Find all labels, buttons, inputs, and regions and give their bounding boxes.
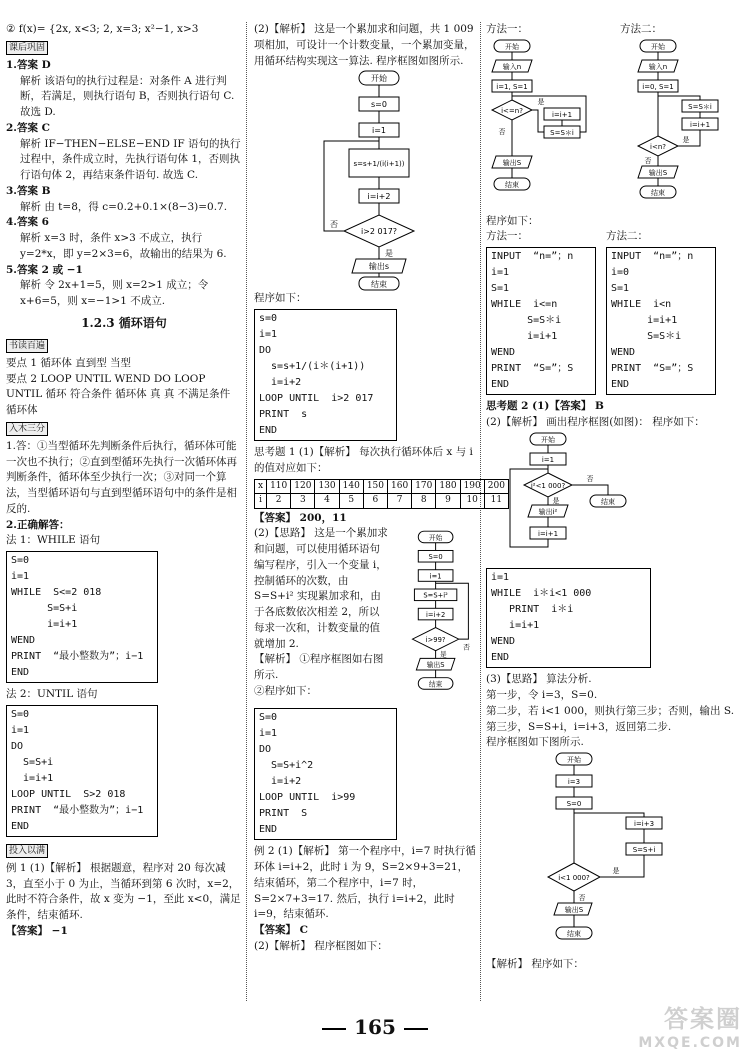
code-line: DO <box>11 740 24 752</box>
code-line: i=1 <box>259 728 278 740</box>
program-label: 程序如下： <box>254 292 307 305</box>
fc-node: i=i+1 <box>537 529 559 538</box>
code-line: S=S+i^2 <box>259 760 314 772</box>
code-line: PRINT “S=”；S <box>491 363 574 374</box>
fc-no: 否 <box>498 127 506 136</box>
code-line: INPUT “n=”；n <box>491 251 574 262</box>
fc-node: S=S＊i <box>550 128 574 137</box>
table-cell: 5 <box>339 494 363 509</box>
example-2-answer: 【答案】 C <box>254 924 309 936</box>
fc-output: 输出S <box>426 661 445 670</box>
code-line: PRINT S <box>259 808 308 820</box>
section-tag: 书读百遍 <box>6 339 48 353</box>
example-1: 例 1 (1)【解析】 根据题意，程序对 20 每次减 3，直至小于 0 为止，当循环到第 6 次时，x=2，此时不符合条件，故 x 变为 −1，至此 x<0，满足条件，结束循环. <box>6 861 241 921</box>
flowchart-2 <box>399 526 476 706</box>
fc-start: 开始 <box>428 534 443 543</box>
table-row <box>255 494 509 509</box>
table-cell: 190 <box>460 479 484 494</box>
answer-3: 3.答案 B <box>6 184 51 197</box>
code-line: S=S+i <box>11 756 54 768</box>
fc-no: 否 <box>330 220 338 230</box>
fc-yes: 是 <box>439 650 447 659</box>
fc-node: i=1 <box>429 572 442 581</box>
fc-yes: 是 <box>612 867 620 875</box>
step-2: 第二步，若 i<1 000，则执行第三步；否则，输出 S. <box>486 704 735 717</box>
fc-output: 输出S <box>648 168 668 177</box>
code-line: PRINT s <box>259 409 308 420</box>
explanation-2: 解析 IF−THEN−ELSE−END IF 语句的执行过程中，条件成立时，先执行语句体 1，否则执行语句体 2，再结束条件语句. 故选 C. <box>20 137 241 181</box>
code-line: END <box>491 652 510 664</box>
code-line: S=S＊i <box>611 331 682 342</box>
code-line: s=s+1/(i＊(i+1)) <box>259 361 366 372</box>
code-line: PRINT “最小整数为”；i−1 <box>11 804 144 816</box>
table-cell: 4 <box>315 494 339 509</box>
fc-node: s=s+1/(i(i+1)) <box>353 160 405 169</box>
code-line: i=i+1 <box>491 620 540 632</box>
table-cell: x <box>255 479 267 494</box>
fc-node: i=i+2 <box>425 611 446 620</box>
example-2: 例 2 (1)【解析】 第一个程序中，i=7 时执行循环体 i=i+2，此时 i 为 9，S=2×9+3=21，结束循环，第二个程序中，i=7 时，S=2×7+3=17. 然后，执行 i=i+2，此时 i=9，结束循环. <box>254 845 476 921</box>
code-line: WHILE i<n <box>611 299 672 310</box>
code-block <box>486 568 651 668</box>
table-cell: 2 <box>267 494 291 509</box>
fc-start: 开始 <box>541 435 555 444</box>
table-cell: 170 <box>412 479 436 494</box>
method-2-label: 方法二： <box>620 23 662 35</box>
code-line: PRINT “最小整数为”；i−1 <box>11 651 144 662</box>
example-1-answer: 【答案】 −1 <box>6 924 68 937</box>
paragraph: (2)【解析】 这是一个累加求和问题，共 1 009 项相加，可设计一个计数变量，一个累加变量，用循环结构实现这一算法. 程序框图如图所示. <box>254 23 475 67</box>
table-cell: 110 <box>267 479 291 494</box>
fc-yes: 是 <box>552 496 560 505</box>
code-line: S=1 <box>491 283 510 294</box>
code-line: S=0 <box>11 708 30 720</box>
table-cell: 6 <box>363 494 387 509</box>
fc-end: 结束 <box>505 180 519 189</box>
flowchart-b <box>620 38 740 208</box>
fc-output: 输出i² <box>538 507 558 516</box>
code-line: i=i+1 <box>11 619 78 630</box>
think-2: 思考题 2 (1)【答案】 B <box>486 400 604 412</box>
fc-decision: i>99? <box>425 636 446 645</box>
answer-4: 4.答案 6 <box>6 216 49 229</box>
method-1-label: 方法一： <box>486 230 528 243</box>
table-cell: i <box>255 494 267 509</box>
think-2: (2)【思路】 这是一个累加求和问题，可以使用循环语句编写程序，引入一个变量 i，控制循环的次数，由 S=S+i² 实现累加求和，由于各底数依次相差 2，所以每求一次和，计数变量的值就增加 2. <box>254 527 388 650</box>
code-line: END <box>11 667 30 678</box>
fc-no: 否 <box>578 894 586 902</box>
program-label: 程序如下： <box>486 214 539 227</box>
code-line: s=0 <box>259 313 278 324</box>
column-right <box>486 22 744 973</box>
section-tag: 入木三分 <box>6 422 48 436</box>
table-row <box>255 479 509 494</box>
think-2-solution-2: ②程序如下： <box>254 684 317 697</box>
fc-node: S=0 <box>566 800 582 808</box>
column-left <box>6 22 242 940</box>
code-line: END <box>611 379 630 390</box>
fc-end: 结束 <box>651 188 665 197</box>
question-2: 2.正确解答： <box>6 518 70 531</box>
code-block <box>254 309 397 441</box>
code-line: DO <box>259 345 272 356</box>
code-line: WEND <box>11 635 36 646</box>
code-line: DO <box>259 744 272 756</box>
watermark-url: MXQE.COM <box>638 1035 742 1051</box>
section-tag: 投入以满 <box>6 844 48 858</box>
step-3: 第三步，S=S+i，i=i+3，返回第二步. <box>486 720 672 733</box>
flowchart-c <box>500 431 640 561</box>
code-line: END <box>259 824 278 836</box>
page-number: 165 <box>354 1015 396 1039</box>
flowchart-1 <box>314 69 514 291</box>
fc-start: 开始 <box>651 42 665 51</box>
fc-yes: 是 <box>385 249 393 259</box>
code-block <box>6 551 158 683</box>
table-cell: 200 <box>484 479 508 494</box>
code-line: WHILE i<=n <box>491 299 558 310</box>
code-line: i=1 <box>11 571 30 582</box>
code-line: WEND <box>611 347 636 358</box>
code-line: END <box>11 820 30 832</box>
fc-input: 输入n <box>648 62 668 71</box>
fc-decision: i<1 000? <box>558 874 590 882</box>
example-2b: (2)【解析】 程序框图如下： <box>254 939 388 952</box>
fc-end: 结束 <box>371 280 387 290</box>
fc-node: S=S+i <box>632 846 656 854</box>
think-1-answer: 【答案】 200，11 <box>254 511 347 524</box>
solution-last: 【解析】 程序如下： <box>486 957 584 970</box>
flowchart-d <box>516 751 696 951</box>
code-line: S=0 <box>11 555 30 566</box>
section-tag: 课后巩固 <box>6 41 48 55</box>
code-line: WEND <box>491 636 516 648</box>
step-4: 程序框图如下图所示. <box>486 736 584 749</box>
fc-node: s=0 <box>371 100 387 110</box>
question-1: 1.答：①当型循环先判断条件后执行，循环体可能一次也不执行；②直到型循环先执行一次循环体再判断条件，循环体至少执行一次；③对同一个算法，当型循环语句与直到型循环语句中的条件是相反的. <box>6 439 237 515</box>
code-line: END <box>491 379 510 390</box>
fc-node: i=3 <box>567 778 581 786</box>
explanation-1: 解析 该语句的执行过程是：对条件 A 进行判断，若满足，则执行语句 B，否则执行语句 C. 故选 D. <box>20 74 235 118</box>
answer-5: 5.答案 2 或 −1 <box>6 263 83 276</box>
code-line: i=i+1 <box>611 315 678 326</box>
fc-node: i=i+3 <box>633 820 655 828</box>
table-cell: 120 <box>291 479 315 494</box>
fc-node: S=0 <box>428 553 443 562</box>
table-cell: 7 <box>388 494 412 509</box>
code-line: i=i+2 <box>259 377 302 388</box>
column-divider <box>246 22 247 1001</box>
code-block <box>6 705 158 837</box>
fc-node: i=i+1 <box>689 120 711 129</box>
code-line: S=0 <box>259 712 278 724</box>
fc-yes: 是 <box>537 97 545 106</box>
flowchart-a <box>486 38 606 208</box>
table-cell: 140 <box>339 479 363 494</box>
method-1-label: 法 1：WHILE 语句 <box>6 534 101 547</box>
code-line: i=0 <box>611 267 630 278</box>
code-block <box>606 247 716 395</box>
fc-node: i=i+1 <box>551 110 573 119</box>
fc-decision: i²<1 000? <box>530 481 566 490</box>
fc-output: 输出S <box>502 158 522 167</box>
code-block <box>486 247 596 395</box>
code-line: LOOP UNTIL i>2 017 <box>259 393 374 404</box>
fc-input: 输入n <box>502 62 522 71</box>
method-2-label: 方法二： <box>606 230 648 243</box>
key-point-1: 要点 1 循环体 直到型 当型 <box>6 356 132 369</box>
answer-1: 1.答案 D <box>6 58 51 71</box>
code-line: PRINT “S=”；S <box>611 363 694 374</box>
table-cell: 9 <box>436 494 460 509</box>
fc-start: 开始 <box>505 42 519 51</box>
code-line: WHILE i＊i<1 000 <box>491 588 592 600</box>
fc-node: S=S＊i <box>688 102 712 111</box>
fc-node: i=i+2 <box>367 192 391 202</box>
explanation-4: 解析 x=3 时，条件 x>3 不成立，执行 y=2*x，即 y=2×3=6，故输出的结果为 6. <box>20 232 227 260</box>
code-line: S=S＊i <box>491 315 562 326</box>
think-1: 思考题 1 (1)【解析】 每次执行循环体后 x 与 i 的值对应如下： <box>254 446 473 474</box>
fc-yes: 是 <box>682 135 690 144</box>
code-line: i=i+2 <box>259 776 302 788</box>
think-2b: (2)【解析】 画出程序框图(如图)： 程序如下： <box>486 415 705 428</box>
method-2-label: 法 2：UNTIL 语句 <box>6 688 98 700</box>
code-line: S=S+i <box>11 603 78 614</box>
explanation-5: 解析 令 2x+1=5，则 x=2>1 成立；令 x+6=5，则 x=−1>1 不成立. <box>20 279 209 307</box>
watermark-logo <box>638 1007 742 1055</box>
fc-decision: i<=n? <box>501 106 523 115</box>
think-3: (3)【思路】 算法分析. <box>486 673 592 686</box>
code-line: LOOP UNTIL S>2 018 <box>11 788 126 800</box>
fc-no: 否 <box>644 156 652 165</box>
fc-node: i=0, S=1 <box>642 82 674 91</box>
table-cell: 180 <box>436 479 460 494</box>
code-line: i=1 <box>259 329 278 340</box>
code-line: LOOP UNTIL i>99 <box>259 792 356 804</box>
fc-end: 结束 <box>428 680 443 689</box>
table-cell: 150 <box>363 479 387 494</box>
fc-output: 输出s <box>368 262 390 272</box>
fc-node: i=1 <box>541 455 555 464</box>
code-line: i=1 <box>11 724 30 736</box>
table-cell: 11 <box>484 494 508 509</box>
fc-node: i=1, S=1 <box>496 82 528 91</box>
formula: ② f(x)= {2x, x<3; 2, x=3; x²−1, x>3 <box>6 23 199 35</box>
code-line: PRINT i＊i <box>491 604 574 616</box>
table-cell: 160 <box>388 479 412 494</box>
think-2-solution: 【解析】 ①程序框图如右图所示. <box>254 653 384 681</box>
fc-end: 结束 <box>567 930 581 938</box>
fc-start: 开始 <box>371 74 387 84</box>
fc-start: 开始 <box>567 756 581 764</box>
answer-2: 2.答案 C <box>6 121 50 134</box>
fc-no: 否 <box>586 474 594 483</box>
fc-node: i=1 <box>371 126 387 136</box>
code-line: WHILE S<=2 018 <box>11 587 102 598</box>
watermark-text: 答案圈 <box>664 1005 742 1033</box>
fc-no: 否 <box>462 643 470 652</box>
code-line: INPUT “n=”；n <box>611 251 694 262</box>
table-cell: 3 <box>291 494 315 509</box>
table-cell: 10 <box>460 494 484 509</box>
code-line: END <box>259 425 278 436</box>
values-table <box>254 479 509 509</box>
table-cell: 8 <box>412 494 436 509</box>
code-block <box>254 708 397 840</box>
fc-node: S=S+i² <box>423 591 448 600</box>
code-line: i=1 <box>491 572 510 584</box>
code-line: i=1 <box>491 267 510 278</box>
key-point-2: 要点 2 LOOP UNTIL WEND DO LOOP UNTIL 循环 符合条件 循环体 真 真 不满足条件 循环体 <box>6 372 231 416</box>
code-line: i=i+1 <box>11 772 54 784</box>
fc-end: 结束 <box>601 497 615 506</box>
table-cell: 130 <box>315 479 339 494</box>
code-line: i=i+1 <box>491 331 558 342</box>
code-line: WEND <box>491 347 516 358</box>
section-title: 1.2.3 循环语句 <box>81 315 167 330</box>
fc-output: 输出S <box>564 906 584 914</box>
step-1: 第一步，令 i=3，S=0. <box>486 689 598 701</box>
fc-decision: i>2 017? <box>360 227 398 237</box>
method-1-label: 方法一： <box>486 23 528 35</box>
explanation-3: 解析 由 t=8，得 c=0.2+0.1×(8−3)=0.7. <box>20 200 228 213</box>
code-line: S=1 <box>611 283 630 294</box>
fc-decision: i<n? <box>650 142 666 151</box>
